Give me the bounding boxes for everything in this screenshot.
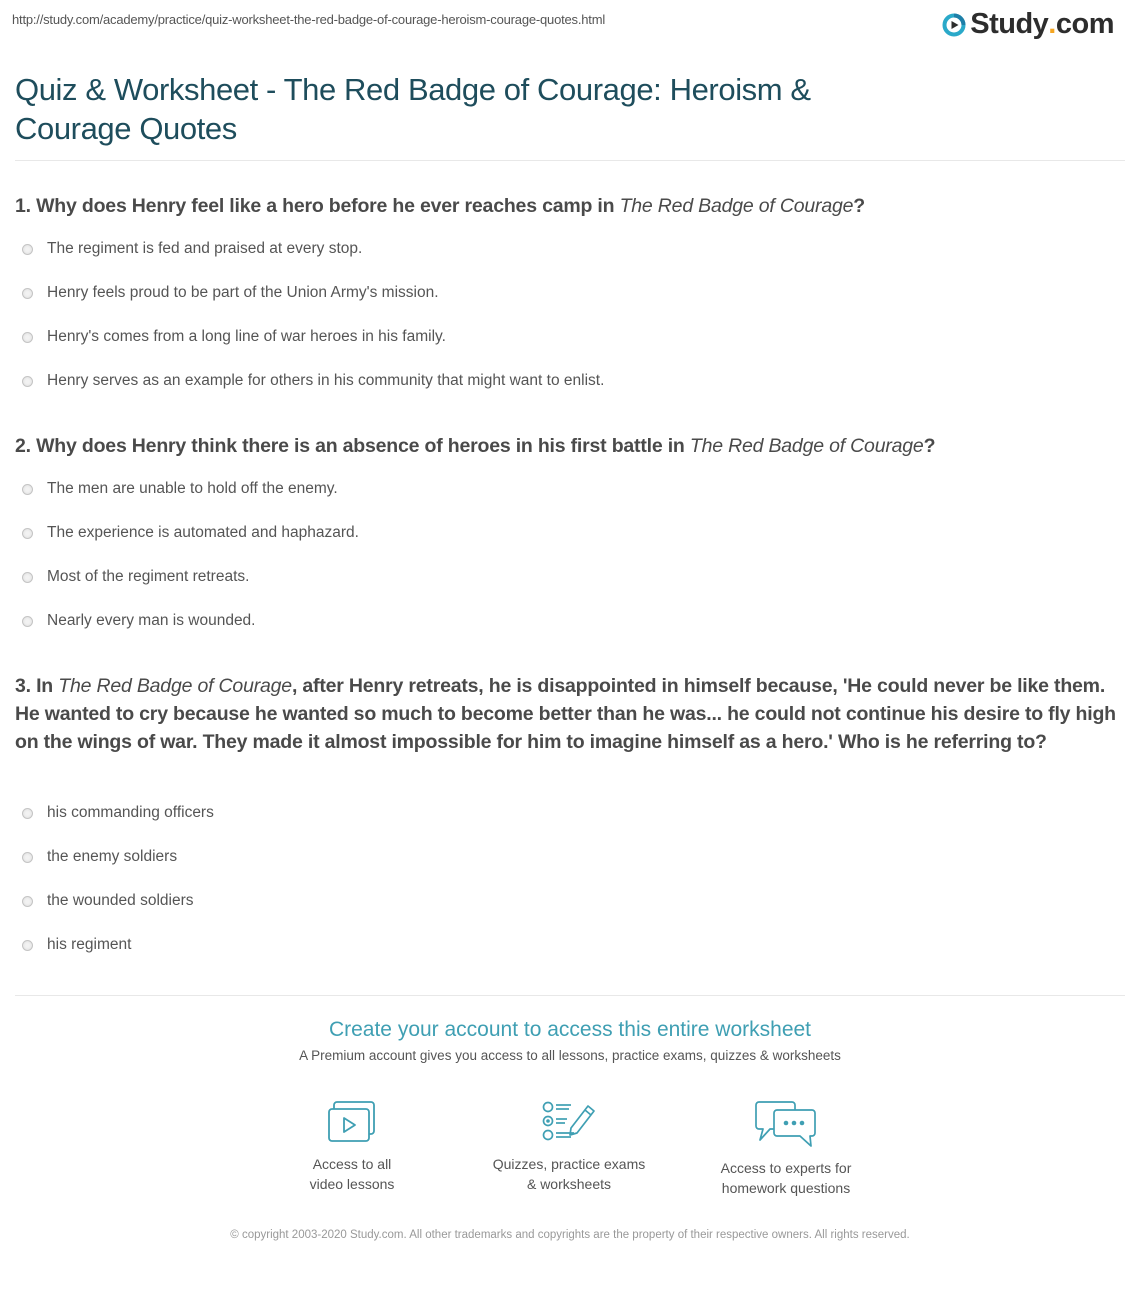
answer-option[interactable] [22, 934, 131, 956]
answer-label: his regiment [47, 936, 132, 953]
answer-option[interactable] [22, 326, 446, 348]
study-logo[interactable] [942, 8, 1114, 41]
feature-label: Access to all video lessons [309, 1156, 395, 1192]
page-title: Quiz & Worksheet - The Red Badge of Courage: Heroism & Courage Quotes [15, 72, 811, 146]
feature-video-lessons [252, 1100, 452, 1194]
logo-text: Study [970, 8, 1049, 40]
answer-option[interactable] [22, 610, 256, 632]
top-bar [0, 0, 1140, 50]
question-number: 3. [15, 675, 31, 697]
answer-label: Henry feels proud to be part of the Union Army's mission. [47, 284, 439, 301]
radio-button[interactable] [22, 244, 33, 255]
answer-option[interactable] [22, 566, 249, 588]
feature-label: Quizzes, practice exams & worksheets [492, 1156, 646, 1192]
answer-option[interactable] [22, 478, 338, 500]
page-url[interactable]: http://study.com/academy/practice/quiz-worksheet-the-red-badge-of-courage-heroism-courage-quotes.html [12, 12, 606, 27]
create-account-link[interactable]: Create your account to access this entire worksheet [328, 1018, 812, 1041]
radio-button[interactable] [22, 332, 33, 343]
feature-experts [686, 1100, 886, 1198]
answer-label: the wounded soldiers [47, 892, 194, 909]
question-number: 2. [15, 435, 31, 457]
answer-label: The experience is automated and haphazard. [47, 524, 359, 541]
radio-button[interactable] [22, 852, 33, 863]
copyright-notice: © copyright 2003-2020 Study.com. All other trademarks and copyrights are the property of their respective owners. All rights reserved. [230, 1229, 910, 1241]
book-title: The Red Badge of Courage [689, 435, 924, 457]
question-2 [15, 432, 1125, 460]
chat-bubbles-icon [754, 1100, 818, 1148]
answer-option[interactable] [22, 238, 362, 260]
video-lessons-icon [326, 1100, 378, 1144]
answer-label: his commanding officers [47, 804, 214, 821]
answer-option[interactable] [22, 282, 439, 304]
radio-button[interactable] [22, 808, 33, 819]
question-number: 1. [15, 195, 31, 217]
book-title: The Red Badge of Courage [619, 195, 854, 217]
question-text: Why does Henry feel like a hero before he ever reaches camp in [36, 195, 620, 217]
answer-option[interactable] [22, 370, 604, 392]
question-text: In [36, 675, 59, 697]
answer-label: The regiment is fed and praised at every stop. [47, 240, 363, 257]
radio-button[interactable] [22, 528, 33, 539]
feature-label: Access to experts for homework questions [720, 1160, 852, 1196]
radio-button[interactable] [22, 484, 33, 495]
answer-label: Henry's comes from a long line of war heroes in his family. [47, 328, 446, 345]
answer-label: the enemy soldiers [47, 848, 178, 865]
logo-suffix: com [1055, 8, 1114, 40]
question-3 [15, 672, 1125, 756]
radio-button[interactable] [22, 616, 33, 627]
cta-subtitle: A Premium account gives you access to all lessons, practice exams, quizzes & worksheets [299, 1048, 841, 1063]
radio-button[interactable] [22, 572, 33, 583]
book-title: The Red Badge of Courage [58, 675, 292, 697]
radio-button[interactable] [22, 940, 33, 951]
feature-quizzes [469, 1100, 669, 1194]
answer-option[interactable] [22, 802, 214, 824]
answer-label: Most of the regiment retreats. [47, 568, 250, 585]
answer-option[interactable] [22, 522, 359, 544]
logo-dot: . [1048, 8, 1056, 40]
answer-option[interactable] [22, 890, 194, 912]
answer-option[interactable] [22, 846, 177, 868]
question-text-end: , after Henry retreats, he is disappointed in himself because, 'He could never be like them. He wanted to cry because he wanted so much to become better than he was... he could not continue his desire to fly high on the wings of war. They made it almost impossible for him to imagine himself as a hero.' Who is he referring to? [15, 675, 1116, 753]
section-divider [15, 995, 1125, 996]
question-text-end: ? [853, 195, 865, 217]
radio-button[interactable] [22, 376, 33, 387]
radio-button[interactable] [22, 896, 33, 907]
question-text-end: ? [923, 435, 936, 457]
title-divider [15, 160, 1125, 161]
question-text: Why does Henry think there is an absence of heroes in his first battle in [36, 435, 690, 457]
quiz-checklist-icon [541, 1100, 597, 1144]
answer-label: The men are unable to hold off the enemy. [47, 480, 338, 497]
radio-button[interactable] [22, 288, 33, 299]
answer-label: Henry serves as an example for others in his community that might want to enlist. [47, 372, 605, 389]
answer-label: Nearly every man is wounded. [47, 612, 256, 629]
question-1 [15, 192, 1125, 220]
play-logo-icon [942, 13, 966, 37]
